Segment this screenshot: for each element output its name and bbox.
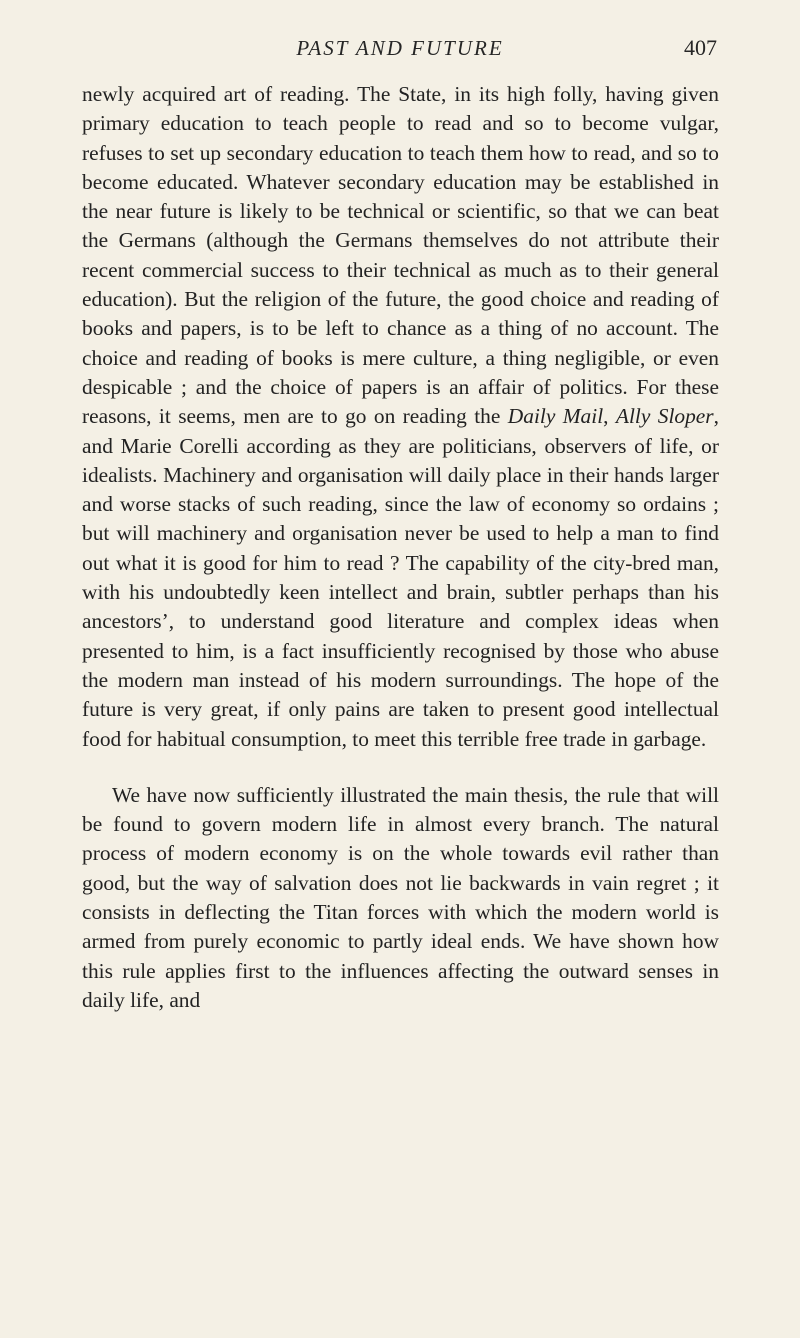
- body-text: [82, 80, 719, 1015]
- title-daily-mail: Daily Mail: [507, 404, 604, 429]
- page-number: 407: [684, 35, 717, 60]
- paragraph-1-text-c: , and Marie Corelli according as they are politicians, observers of life, or idealists. Machinery and organisation will daily place in their hands larger and worse stacks of such reading, since the law of economy so ordains ; but will machinery and organisation never be used to help a man to find out what it is good for him to read ? The capability of the city-bred man, with his undoubtedly keen intellect and brain, subtler perhaps than his ancestors’, to understand good literature and complex ideas when presented to him, is a fact insufficiently recognised by those who abuse the modern man instead of his modern surroundings. The hope of the future is very great, if only pains are taken to present good intellectual food for habitual consumption, to meet this terrible free trade in garbage.: [82, 404, 719, 751]
- title-ally-sloper: Ally Sloper: [615, 404, 714, 429]
- running-head: [0, 32, 800, 64]
- paragraph-1-text-a: newly acquired art of reading. The State, in its high folly, having given primary education to teach people to read and so to become vulgar, refuses to set up secondary education to teach them how to read, and so to become educated. Whatever secondary education may be established in the near future is likely to be technical or scientific, so that we can beat the Germans (although the Germans themselves do not attribute their recent commercial success to their technical as much as to their general education). But the religion of the future, the good choice and reading of books and papers, is to be left to chance as a thing of no account. The choice and reading of books is mere culture, a thing negligible, or even despicable ; and the choice of papers is an affair of politics. For these reasons, it seems, men are to go on reading the: [82, 82, 719, 429]
- paragraph-1-text-b: ,: [603, 404, 616, 429]
- paragraph-2: We have now sufficiently illustrated the main thesis, the rule that will be found to govern modern life in almost every branch. The natural process of modern economy is on the whole towards evil rather than good, but the way of salvation does not lie backwards in vain regret ; it consists in deflecting the Titan forces with which the modern world is armed from purely economic to partly ideal ends. We have shown how this rule applies first to the influences affecting the outward senses in daily life, and: [82, 782, 719, 1012]
- running-title: PAST AND FUTURE: [296, 36, 504, 60]
- paragraph-1: [82, 80, 719, 754]
